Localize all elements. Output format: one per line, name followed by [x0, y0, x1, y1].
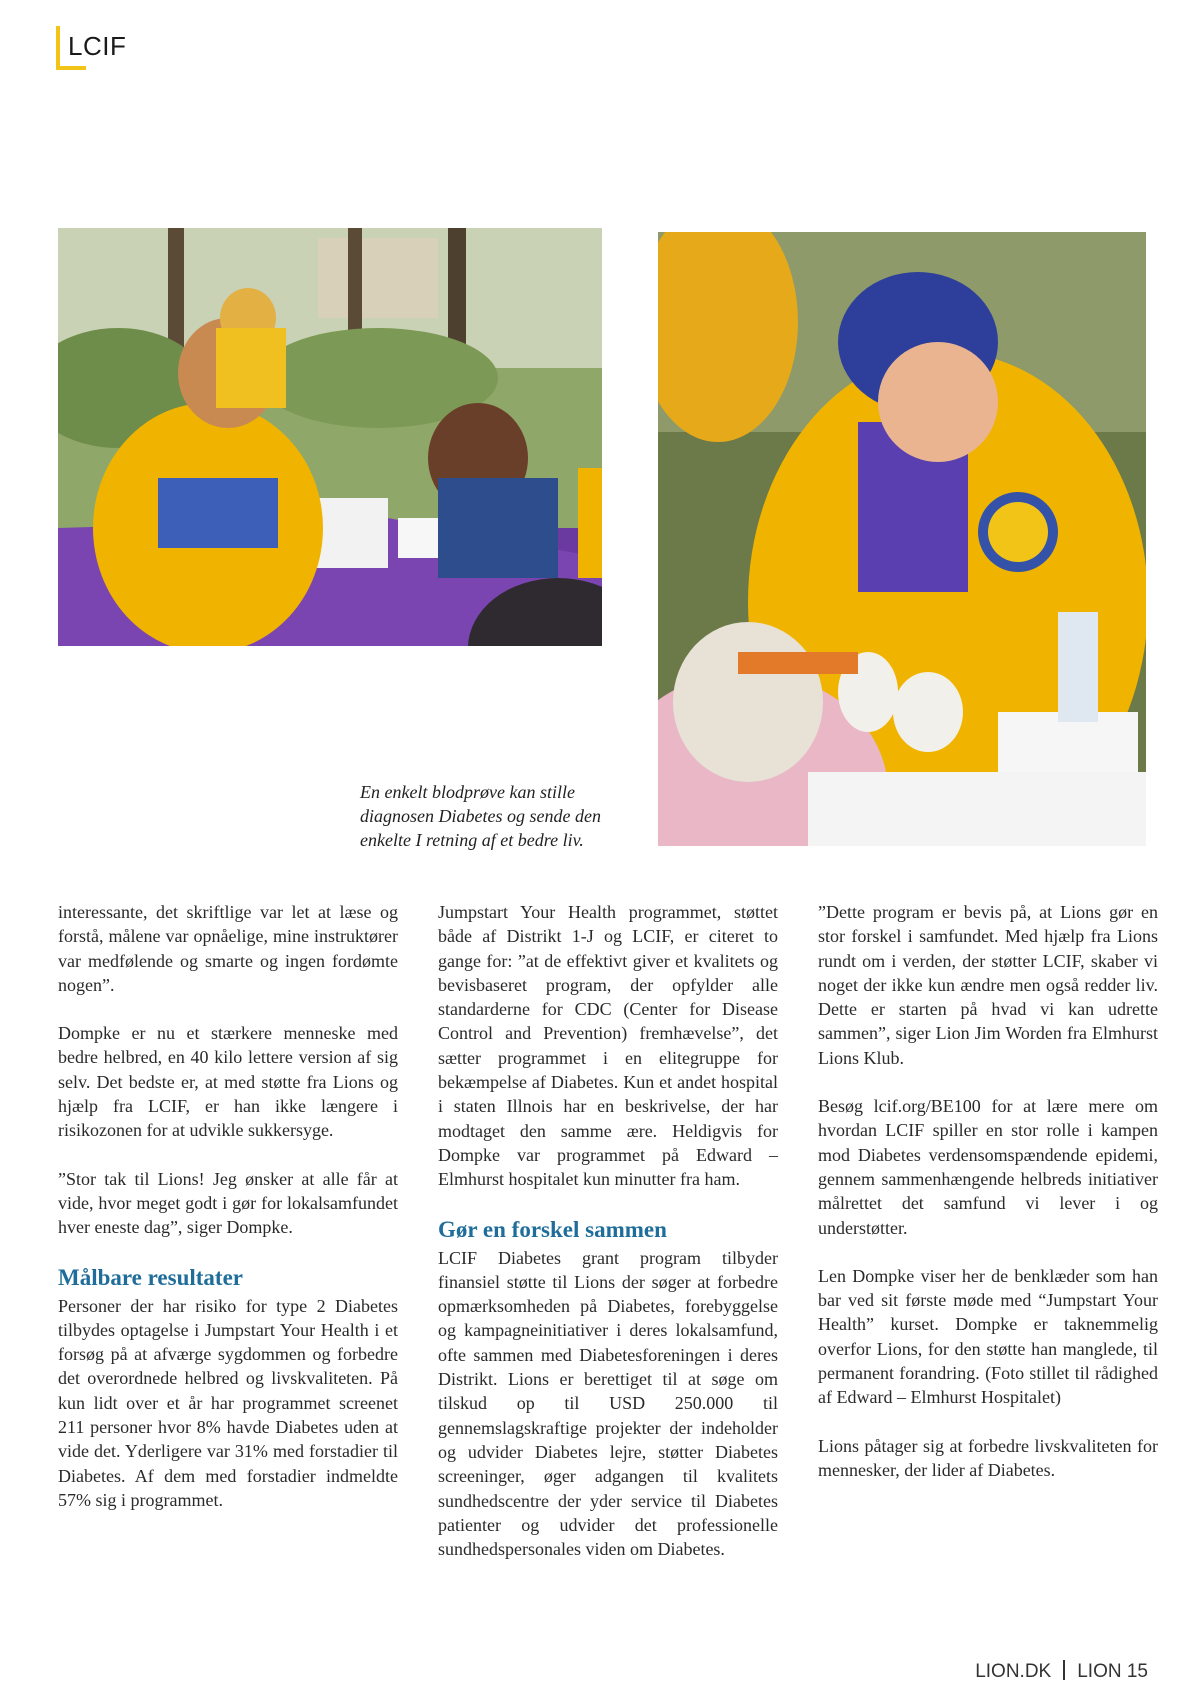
column-3 — [818, 900, 1158, 1482]
footer-divider — [1063, 1660, 1065, 1680]
paragraph: LCIF Diabetes grant program tilbyder finansiel støtte til Lions der søger at forbedre opmærksomheden på Diabetes, forebyggelse og kampagneinitiativer i deres lokalsamfund, ofte sammen med Diabetesforeningen i deres Distrikt. Lions er berettiget til at søge om tilskud op til USD 250.000 til gennemslagskraftige projekter der indeholder og udvider Diabetes lejre, støtter Diabetes screeninger, øger adgangen til kvalitets sundhedscentre der yder service til Diabetes patienter og udvider det professionelle sundhedspersonales viden om Diabetes. — [438, 1247, 778, 1560]
column-1 — [58, 900, 398, 1512]
header-accent-foot — [56, 66, 86, 70]
photo-icon — [658, 232, 1146, 846]
page-footer — [975, 1660, 1148, 1683]
paragraph: ”Dette program er bevis på, at Lions gør en stor forskel i samfundet. Med hjælp fra Lions rundt om i verden, der støtter LCIF, skaber vi noget der ikke kun ændre men også redder liv. Dette er starten på hvad vi kan udrette sammen”, siger Lion Jim Worden fra Elmhurst Lions Klub. — [818, 902, 1158, 1068]
paragraph: Dompke er nu et stærkere menneske med bedre helbred, en 40 kilo lettere version af sig selv. Det bedste er, at med støtte fra Lions og hjælp fra LCIF, er han ikke længere i risikozonen for at udvikle sukkersyge. — [58, 1023, 398, 1141]
photo-volunteer-testing — [658, 232, 1146, 846]
paragraph: interessante, det skriftlige var let at læse og forstå, målene var opnåelige, mine instruktører var medfølende og smarte og ingen fordømte nogen”. — [58, 902, 398, 995]
photo-icon — [58, 228, 602, 646]
paragraph: Jumpstart Your Health programmet, støttet både af Distrikt 1-J og LCIF, er citeret to gange for: ”at de effektivt giver et kvalitets og bevisbaseret program, der opfylder alle standarderne for CDC (Center for Disease Control and Prevention) fremhævelse”, det sætter programmet i en elitegruppe for bekæmpelse af Diabetes. Kun et andet hospital i staten Illnois har en beskrivelse, der har modtaget den samme ære. Heldigvis for Dompke var programmet på Edward – Elmhurst hospitalet kun minutter fra ham. — [438, 902, 778, 1190]
paragraph: Besøg lcif.org/BE100 for at lære mere om hvordan LCIF spiller en stor rolle i kampen mod Diabetes verdensomspændende epidemi, gennem sammenhængende helbreds initiativer målrettet det samfund vi lever i og understøtter. — [818, 1096, 1158, 1238]
photo-caption: En enkelt blodprøve kan stille diagnosen Diabetes og sende den enkelte I retning af et bedre liv. — [360, 782, 601, 850]
header-accent-bar — [56, 26, 60, 70]
paragraph: Len Dompke viser her de benklæder som han bar ved sit første møde med “Jumpstart Your Health” kurset. Dompke er taknemmelig overfor Lions, for den støtte han manglede, til permanent forandring. (Foto stillet til rådighed af Edward – Elmhurst Hospitalet) — [818, 1265, 1158, 1408]
footer-page-number: LION 15 — [1077, 1661, 1148, 1682]
section-label: LCIF — [68, 31, 127, 61]
paragraph: Lions påtager sig at forbedre livskvaliteten for mennesker, der lider af Diabetes. — [818, 1435, 1158, 1480]
section-heading: Gør en forskel sammen — [438, 1216, 667, 1242]
paragraph: Personer der har risiko for type 2 Diabetes tilbydes optagelse i Jumpstart Your Health i et forsøg på at afværge sygdommen og forbedre det overordnede helbred og livskvaliteten. På kun lidt over et år har programmet screenet 211 personer hvor 8% havde Diabetes uden at vide det. Yderligere var 31% med forstadier til Diabetes. Af dem med forstadier indmeldte 57% sig i programmet. — [58, 1295, 398, 1510]
photo-screening-table — [58, 228, 602, 646]
footer-site: LION.DK — [975, 1661, 1052, 1682]
paragraph: ”Stor tak til Lions! Jeg ønsker at alle får at vide, hvor meget godt i gør for lokalsamfundet hver eneste dag”, siger Dompke. — [58, 1168, 398, 1238]
column-2 — [438, 900, 778, 1561]
section-heading: Målbare resultater — [58, 1264, 244, 1290]
